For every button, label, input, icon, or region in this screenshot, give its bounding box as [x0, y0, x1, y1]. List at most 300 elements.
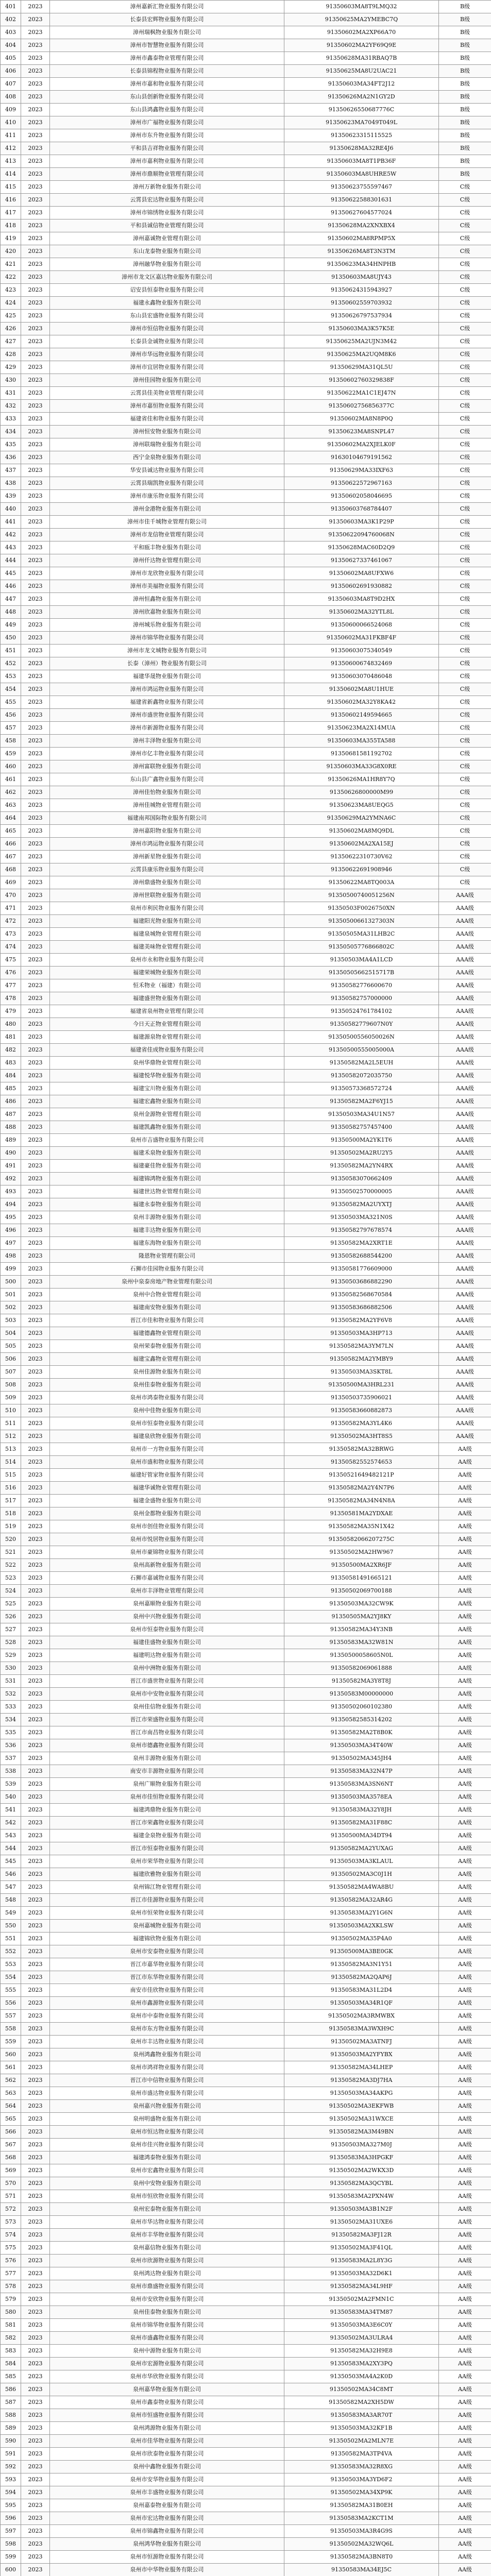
row-number: 461 — [1, 773, 21, 786]
credit-grade: AA级 — [439, 2010, 491, 2023]
rating-year: 2023 — [21, 1997, 50, 2010]
table-row — [1, 2048, 491, 2061]
rating-year: 2023 — [21, 1327, 50, 1340]
credit-grade: AA级 — [439, 2280, 491, 2293]
credit-grade: AAA级 — [439, 954, 491, 967]
row-number: 551 — [1, 1933, 21, 1945]
credit-code: 91350505776866802C — [284, 941, 439, 954]
credit-grade: C级 — [439, 464, 491, 477]
credit-grade: AAA级 — [439, 1070, 491, 1082]
row-number: 430 — [1, 374, 21, 387]
table-row — [1, 284, 491, 297]
credit-code: 91350602MA2XJELK0F — [284, 438, 439, 451]
credit-grade: AA级 — [439, 2177, 491, 2190]
credit-grade: AA级 — [439, 1958, 491, 1971]
row-number: 449 — [1, 619, 21, 632]
table-row — [1, 1907, 491, 1920]
company-name: 漳州市鑫泰物业管理有限公司 — [50, 52, 284, 65]
credit-grade: AA级 — [439, 1598, 491, 1611]
credit-grade: C级 — [439, 632, 491, 645]
rating-year: 2023 — [21, 1559, 50, 1572]
rating-year: 2023 — [21, 735, 50, 748]
row-number: 544 — [1, 1842, 21, 1855]
company-name: 泉州市中华物业服务有限公司 — [50, 2564, 284, 2576]
credit-code: 91350582797678574 — [284, 1224, 439, 1237]
credit-code: 91350500058605N0L — [284, 1649, 439, 1662]
row-number: 442 — [1, 529, 21, 541]
row-number: 466 — [1, 838, 21, 851]
table-row — [1, 1392, 491, 1404]
table-row — [1, 2126, 491, 2139]
company-name: 泉州丰源物业服务有限公司 — [50, 1752, 284, 1765]
credit-code: 91350582776600670 — [284, 979, 439, 992]
credit-grade: AA级 — [439, 2151, 491, 2164]
credit-code: 91350603MA355TA588 — [284, 735, 439, 748]
credit-grade: AA级 — [439, 1868, 491, 1881]
rating-year: 2023 — [21, 1095, 50, 1108]
row-number: 413 — [1, 155, 21, 168]
credit-grade: C级 — [439, 194, 491, 207]
row-number: 465 — [1, 825, 21, 838]
credit-grade: AAA级 — [439, 1340, 491, 1353]
rating-year: 2023 — [21, 1701, 50, 1714]
rating-year: 2023 — [21, 1778, 50, 1791]
rating-year: 2023 — [21, 1585, 50, 1598]
row-number: 467 — [1, 851, 21, 863]
rating-year: 2023 — [21, 696, 50, 709]
table-row — [1, 812, 491, 825]
rating-year: 2023 — [21, 1894, 50, 1907]
credit-code: 91350603MA3K1P29P — [284, 516, 439, 529]
row-number: 560 — [1, 2048, 21, 2061]
rating-year: 2023 — [21, 2486, 50, 2499]
credit-grade: B级 — [439, 168, 491, 181]
credit-grade: AA级 — [439, 2358, 491, 2370]
credit-code: 91350503686882290 — [284, 1276, 439, 1289]
rating-year: 2023 — [21, 1276, 50, 1289]
row-number: 480 — [1, 1018, 21, 1031]
credit-code: 91350503MA327M0J — [284, 2139, 439, 2151]
rating-year: 2023 — [21, 799, 50, 812]
credit-code: 91350600674832469 — [284, 657, 439, 670]
credit-code: 91350500556050026N — [284, 1031, 439, 1044]
table-row — [1, 1804, 491, 1817]
credit-grade: AA级 — [439, 1649, 491, 1662]
row-number: 424 — [1, 297, 21, 310]
credit-grade: C级 — [439, 876, 491, 889]
row-number: 454 — [1, 683, 21, 696]
rating-year: 2023 — [21, 2164, 50, 2177]
company-name: 泉州嘉城物业服务有限公司 — [50, 1920, 284, 1933]
credit-code: 91350626800000M99 — [284, 786, 439, 799]
table-row — [1, 1507, 491, 1520]
row-number: 526 — [1, 1611, 21, 1623]
credit-grade: AA级 — [439, 2551, 491, 2564]
company-name: 泉州市鑫源物业服务有限公司 — [50, 1997, 284, 2010]
company-name: 泉州嘉顺物业服务有限公司 — [50, 1598, 284, 1611]
row-number: 426 — [1, 323, 21, 335]
credit-code: 91350503MA32KF1B — [284, 2422, 439, 2435]
table-row — [1, 2151, 491, 2164]
credit-grade: C级 — [439, 503, 491, 516]
credit-grade: C级 — [439, 657, 491, 670]
table-row — [1, 207, 491, 219]
table-row — [1, 902, 491, 915]
rating-year: 2023 — [21, 400, 50, 413]
credit-code: 91350603MA8UJY43 — [284, 271, 439, 284]
credit-grade: AAA级 — [439, 1185, 491, 1198]
credit-grade: AA级 — [439, 1701, 491, 1714]
company-name: 泉州市佳恒物业服务有限公司 — [50, 1791, 284, 1804]
rating-year: 2023 — [21, 1198, 50, 1211]
company-name: 漳州市恒信物业服务有限公司 — [50, 323, 284, 335]
credit-code: 91350521649482121P — [284, 1469, 439, 1482]
table-row — [1, 1289, 491, 1301]
company-name: 福建华诚物业管理有限公司 — [50, 1482, 284, 1495]
table-row — [1, 2306, 491, 2319]
row-number: 524 — [1, 1585, 21, 1598]
credit-grade: C级 — [439, 812, 491, 825]
credit-code: 91350503MA34AKPG — [284, 2087, 439, 2100]
row-number: 417 — [1, 207, 21, 219]
company-name: 泉州市华欣物业服务有限公司 — [50, 2370, 284, 2383]
row-number: 425 — [1, 310, 21, 323]
rating-year: 2023 — [21, 2461, 50, 2473]
credit-grade: AA级 — [439, 2139, 491, 2151]
table-row — [1, 2486, 491, 2499]
credit-code: 91350625MA2UJN3M42 — [284, 335, 439, 348]
credit-grade: AA级 — [439, 2074, 491, 2087]
company-name: 泉州市佳华物业服务有限公司 — [50, 2435, 284, 2448]
row-number: 561 — [1, 2061, 21, 2074]
row-number: 455 — [1, 696, 21, 709]
company-name: 福建阳光物业服务有限公司 — [50, 915, 284, 928]
table-row — [1, 1314, 491, 1327]
company-name: 福建锦欣物业服务有限公司 — [50, 1933, 284, 1945]
rating-year: 2023 — [21, 1829, 50, 1842]
company-name: 福建宝川物业服务有限公司 — [50, 1082, 284, 1095]
table-row — [1, 876, 491, 889]
credit-grade: AA级 — [439, 1933, 491, 1945]
credit-code: 91350582779607N0Y — [284, 1018, 439, 1031]
credit-grade: AA级 — [439, 1507, 491, 1520]
credit-code: 91350582568670584 — [284, 1289, 439, 1301]
row-number: 404 — [1, 39, 21, 52]
credit-grade: AA级 — [439, 1662, 491, 1675]
credit-grade: AAA级 — [439, 1417, 491, 1430]
company-name: 福建悦华物业服务有限公司 — [50, 1070, 284, 1082]
table-row — [1, 1675, 491, 1688]
credit-code: 91350502MA2MLN7E — [284, 2435, 439, 2448]
table-row — [1, 503, 491, 516]
credit-grade: AAA级 — [439, 1173, 491, 1185]
table-row — [1, 760, 491, 773]
credit-code: 91350583M00000000 — [284, 1688, 439, 1701]
row-number: 486 — [1, 1095, 21, 1108]
row-number: 418 — [1, 219, 21, 232]
table-row — [1, 1533, 491, 1546]
credit-code: 91350603MA3K57K5E — [284, 323, 439, 335]
company-name: 泉州嘉信物业服务有限公司 — [50, 2242, 284, 2255]
table-row — [1, 1147, 491, 1160]
credit-grade: AA级 — [439, 2087, 491, 2100]
table-row — [1, 1353, 491, 1366]
table-row — [1, 2358, 491, 2370]
table-row — [1, 13, 491, 26]
credit-code: 91350582MA3QCYBL — [284, 2177, 439, 2190]
table-row — [1, 670, 491, 683]
credit-code: 91350582MA2YMBY9 — [284, 1353, 439, 1366]
credit-code: 91350602MA2XA15EJ — [284, 838, 439, 851]
credit-grade: C级 — [439, 683, 491, 696]
row-number: 502 — [1, 1301, 21, 1314]
row-number: 488 — [1, 1121, 21, 1134]
rating-year: 2023 — [21, 1392, 50, 1404]
company-name: 今日天正物业管理有限公司 — [50, 1018, 284, 1031]
company-name: 漳州市鸿运物业服务有限公司 — [50, 838, 284, 851]
company-name: 泉州市荣华物业服务有限公司 — [50, 1855, 284, 1868]
table-row — [1, 194, 491, 207]
company-name: 泉州市安泰物业服务有限公司 — [50, 1945, 284, 1958]
table-row — [1, 915, 491, 928]
credit-grade: C级 — [439, 863, 491, 876]
row-number: 510 — [1, 1404, 21, 1417]
credit-grade: B级 — [439, 91, 491, 104]
credit-code: 91350583070662409 — [284, 1173, 439, 1185]
rating-table-body — [1, 1, 491, 2576]
rating-year: 2023 — [21, 1082, 50, 1095]
table-row — [1, 1108, 491, 1121]
rating-year: 2023 — [21, 1366, 50, 1379]
row-number: 495 — [1, 1211, 21, 1224]
rating-year: 2023 — [21, 1057, 50, 1070]
credit-code: 91350503MA3KLAUL — [284, 1855, 439, 1868]
row-number: 470 — [1, 889, 21, 902]
table-row — [1, 219, 491, 232]
table-row — [1, 748, 491, 760]
company-name: 泉州市中泰物业服务有限公司 — [50, 2010, 284, 2023]
rating-year: 2023 — [21, 786, 50, 799]
credit-grade: AA级 — [439, 1971, 491, 1984]
rating-year: 2023 — [21, 2422, 50, 2435]
credit-grade: AAA级 — [439, 967, 491, 979]
table-row — [1, 1482, 491, 1495]
rating-year: 2023 — [21, 541, 50, 554]
row-number: 456 — [1, 709, 21, 722]
rating-year: 2023 — [21, 426, 50, 438]
credit-grade: AA级 — [439, 1920, 491, 1933]
rating-year: 2023 — [21, 1688, 50, 1701]
table-row — [1, 1829, 491, 1842]
credit-grade: AA级 — [439, 2525, 491, 2538]
table-row — [1, 941, 491, 954]
rating-year: 2023 — [21, 258, 50, 271]
credit-grade: AAA级 — [439, 1224, 491, 1237]
row-number: 583 — [1, 2345, 21, 2358]
table-row — [1, 2074, 491, 2087]
row-number: 478 — [1, 992, 21, 1005]
table-row — [1, 232, 491, 245]
company-name: 漳州市龙欣物业服务有限公司 — [50, 567, 284, 580]
company-name: 泉州丰源物业服务有限公司 — [50, 1211, 284, 1224]
row-number: 460 — [1, 760, 21, 773]
table-row — [1, 387, 491, 400]
rating-year: 2023 — [21, 2100, 50, 2113]
row-number: 493 — [1, 1185, 21, 1198]
credit-code: 91350624315943927 — [284, 284, 439, 297]
rating-year: 2023 — [21, 1662, 50, 1675]
row-number: 427 — [1, 335, 21, 348]
rating-year: 2023 — [21, 1598, 50, 1611]
company-name: 晋江市南昌物业服务有限公司 — [50, 1726, 284, 1739]
table-row — [1, 1211, 491, 1224]
rating-year: 2023 — [21, 2280, 50, 2293]
table-row — [1, 1598, 491, 1611]
table-row — [1, 825, 491, 838]
rating-year: 2023 — [21, 902, 50, 915]
row-number: 401 — [1, 1, 21, 13]
table-row — [1, 889, 491, 902]
company-name: 漳州万新物业服务有限公司 — [50, 181, 284, 194]
table-row — [1, 490, 491, 503]
credit-grade: AA级 — [439, 2061, 491, 2074]
credit-grade: C级 — [439, 490, 491, 503]
row-number: 569 — [1, 2164, 21, 2177]
rating-year: 2023 — [21, 928, 50, 941]
rating-year: 2023 — [21, 2345, 50, 2358]
row-number: 516 — [1, 1482, 21, 1495]
row-number: 451 — [1, 645, 21, 657]
rating-year: 2023 — [21, 1108, 50, 1121]
rating-year: 2023 — [21, 2216, 50, 2229]
table-row — [1, 2177, 491, 2190]
credit-code: 91350603075340549 — [284, 645, 439, 657]
credit-grade: B级 — [439, 39, 491, 52]
row-number: 431 — [1, 387, 21, 400]
row-number: 506 — [1, 1353, 21, 1366]
rating-year: 2023 — [21, 26, 50, 39]
credit-grade: AAA级 — [439, 1160, 491, 1173]
table-row — [1, 2139, 491, 2151]
company-name: 福建锦鸿物业服务有限公司 — [50, 1173, 284, 1185]
table-row — [1, 1958, 491, 1971]
credit-code: 91350505MA31LHB2C — [284, 928, 439, 941]
credit-grade: C级 — [439, 567, 491, 580]
company-name: 漳州金港物业服务有限公司 — [50, 503, 284, 516]
row-number: 422 — [1, 271, 21, 284]
company-name: 泉州佳泰物业服务有限公司 — [50, 1379, 284, 1392]
credit-grade: C级 — [439, 735, 491, 748]
credit-code: 91350503MA34U1N57 — [284, 1108, 439, 1121]
credit-code: 91350603MA8T1PB36F — [284, 155, 439, 168]
company-name: 晋江市嘉华物业服务有限公司 — [50, 1958, 284, 1971]
rating-year: 2023 — [21, 593, 50, 606]
credit-code: 91350582MA3TP4VA — [284, 2448, 439, 2461]
rating-year: 2023 — [21, 2564, 50, 2576]
credit-code: 91350625MA8U2UAC21 — [284, 65, 439, 78]
rating-year: 2023 — [21, 39, 50, 52]
credit-grade: AA级 — [439, 1714, 491, 1726]
company-name: 南安市丰源物业服务有限公司 — [50, 1765, 284, 1778]
table-row — [1, 554, 491, 567]
company-name: 云霄县佳美物业管理有限公司 — [50, 387, 284, 400]
credit-grade: C级 — [439, 722, 491, 735]
credit-grade: AAA级 — [439, 1430, 491, 1443]
rating-year: 2023 — [21, 116, 50, 129]
table-row — [1, 2100, 491, 2113]
credit-grade: AAA级 — [439, 1031, 491, 1044]
company-name: 泉州市恒泰物业服务有限公司 — [50, 1623, 284, 1636]
rating-year: 2023 — [21, 1404, 50, 1417]
rating-year: 2023 — [21, 387, 50, 400]
credit-code: 91350582MA3DJ7HA — [284, 2074, 439, 2087]
credit-grade: AAA级 — [439, 1044, 491, 1057]
company-name: 泉州市佳兴物业服务有限公司 — [50, 2139, 284, 2151]
credit-code: 91350602MA8U1HUE — [284, 683, 439, 696]
company-name: 漳州恒鑫物业服务有限公司 — [50, 593, 284, 606]
credit-grade: AA级 — [439, 2435, 491, 2448]
table-row — [1, 2499, 491, 2512]
credit-grade: AAA级 — [439, 1005, 491, 1018]
table-row — [1, 1276, 491, 1289]
rating-year: 2023 — [21, 490, 50, 503]
credit-code: 91350582MA2YF6V8 — [284, 1314, 439, 1327]
credit-code: 91350583MA3WXH9C — [284, 2023, 439, 2036]
credit-code: 91350600066524068 — [284, 619, 439, 632]
company-name: 福建禾泉物业服务有限公司 — [50, 1147, 284, 1160]
credit-grade: AA级 — [439, 1945, 491, 1958]
credit-code: 91350582072035750 — [284, 1070, 439, 1082]
credit-code: 91350582069061888 — [284, 1662, 439, 1675]
table-row — [1, 374, 491, 387]
table-row — [1, 2061, 491, 2074]
rating-year: 2023 — [21, 91, 50, 104]
row-number: 503 — [1, 1314, 21, 1327]
credit-grade: AAA级 — [439, 1404, 491, 1417]
credit-code: 91350623MA2X14MUA — [284, 722, 439, 735]
company-name: 泉州市鼎盛物业服务有限公司 — [50, 2280, 284, 2293]
credit-grade: AA级 — [439, 1791, 491, 1804]
credit-grade: AA级 — [439, 1585, 491, 1598]
row-number: 457 — [1, 722, 21, 735]
credit-grade: AA级 — [439, 2448, 491, 2461]
company-name: 晋江市佳源物业服务有限公司 — [50, 1894, 284, 1907]
company-name: 漳州瑞枫物业服务有限公司 — [50, 26, 284, 39]
company-name: 长泰县金诚物业服务有限公司 — [50, 335, 284, 348]
credit-code: 91350582MA3YL4K6 — [284, 1417, 439, 1430]
rating-year: 2023 — [21, 1546, 50, 1559]
credit-grade: AA级 — [439, 1817, 491, 1829]
rating-year: 2023 — [21, 2255, 50, 2267]
row-number: 578 — [1, 2280, 21, 2293]
table-row — [1, 2448, 491, 2461]
credit-code: 91350503MA4A1LCD — [284, 954, 439, 967]
rating-year: 2023 — [21, 1945, 50, 1958]
credit-grade: AA级 — [439, 2164, 491, 2177]
credit-code: 91350582MA3Y8T8J — [284, 1675, 439, 1688]
rating-year: 2023 — [21, 1237, 50, 1250]
credit-grade: AA级 — [439, 2242, 491, 2255]
table-row — [1, 1752, 491, 1765]
credit-grade: C级 — [439, 232, 491, 245]
company-name: 福建省新鑫物业服务有限公司 — [50, 696, 284, 709]
rating-year: 2023 — [21, 915, 50, 928]
rating-year: 2023 — [21, 1430, 50, 1443]
credit-grade: AA级 — [439, 1611, 491, 1623]
row-number: 593 — [1, 2473, 21, 2486]
rating-year: 2023 — [21, 2448, 50, 2461]
credit-code: 91350581MA2YDXAE — [284, 1507, 439, 1520]
